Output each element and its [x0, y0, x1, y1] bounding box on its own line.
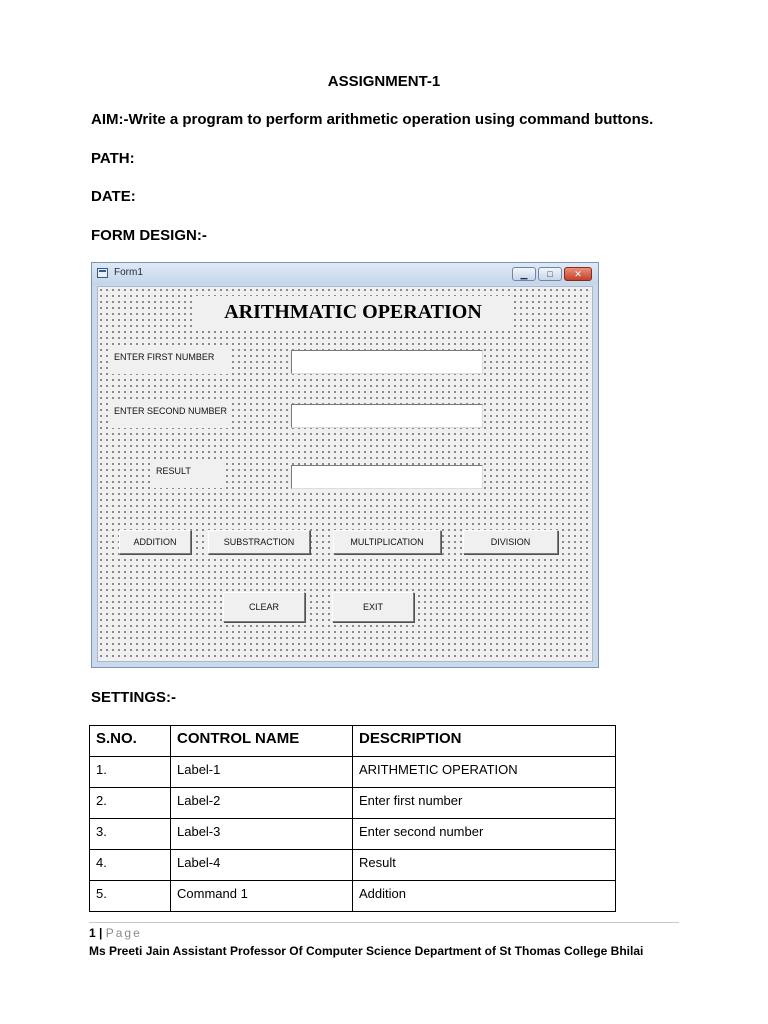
author-credit: Ms Preeti Jain Assistant Professor Of Computer Science Department of St Thomas College Bhilai	[89, 944, 644, 958]
table-cell: Command 1	[171, 881, 353, 912]
table-header-row	[90, 726, 616, 757]
first-number-input[interactable]	[291, 350, 483, 374]
table-cell: Label-4	[171, 850, 353, 881]
table-cell: ARITHMETIC OPERATION	[353, 757, 616, 788]
column-header: CONTROL NAME	[171, 726, 353, 757]
table-row	[90, 850, 616, 881]
table-cell: 2.	[90, 788, 171, 819]
table-cell: Label-3	[171, 819, 353, 850]
first-number-label: ENTER FIRST NUMBER	[112, 348, 230, 374]
table-cell: 4.	[90, 850, 171, 881]
table-cell: Enter first number	[353, 788, 616, 819]
table-row	[90, 881, 616, 912]
form-window	[91, 262, 599, 668]
table-cell: Addition	[353, 881, 616, 912]
table-cell: 3.	[90, 819, 171, 850]
page-number: 1	[89, 926, 96, 940]
table-row	[90, 757, 616, 788]
window-titlebar	[92, 263, 598, 285]
division-button[interactable]: DIVISION	[463, 530, 558, 554]
minimize-icon[interactable]: ▁	[512, 267, 536, 281]
path-label: PATH:	[91, 150, 135, 167]
settings-label: SETTINGS:-	[91, 689, 176, 706]
aim-text: AIM:-Write a program to perform arithmetic operation using command buttons.	[91, 111, 654, 128]
close-icon[interactable]: ✕	[564, 267, 592, 281]
subtraction-button[interactable]: SUBSTRACTION	[208, 530, 310, 554]
maximize-icon[interactable]: □	[538, 267, 562, 281]
table-cell: 1.	[90, 757, 171, 788]
column-header: S.NO.	[90, 726, 171, 757]
form-design-label: FORM DESIGN:-	[91, 227, 207, 244]
multiplication-button[interactable]: MULTIPLICATION	[333, 530, 441, 554]
table-cell: Result	[353, 850, 616, 881]
exit-button[interactable]: EXIT	[332, 592, 414, 622]
addition-button[interactable]: ADDITION	[119, 530, 191, 554]
page-word: Page	[105, 926, 142, 940]
form-heading-label: ARITHMATIC OPERATION	[194, 296, 512, 328]
form-icon	[97, 268, 108, 278]
table-row	[90, 788, 616, 819]
column-header: DESCRIPTION	[353, 726, 616, 757]
form-client-area	[97, 286, 593, 662]
page-footer	[89, 926, 142, 940]
table-cell: Label-1	[171, 757, 353, 788]
second-number-input[interactable]	[291, 404, 483, 428]
assignment-title: ASSIGNMENT-1	[327, 73, 441, 90]
table-cell: Label-2	[171, 788, 353, 819]
table-cell: Enter second number	[353, 819, 616, 850]
clear-button[interactable]: CLEAR	[223, 592, 305, 622]
table-row	[90, 819, 616, 850]
footer-divider	[89, 922, 679, 923]
page-separator: |	[99, 926, 103, 940]
window-title: Form1	[114, 267, 143, 278]
settings-table	[89, 725, 616, 912]
table-cell: 5.	[90, 881, 171, 912]
result-label: RESULT	[154, 462, 226, 488]
second-number-label: ENTER SECOND NUMBER	[112, 402, 230, 428]
date-label: DATE:	[91, 188, 136, 205]
result-input[interactable]	[291, 465, 483, 489]
